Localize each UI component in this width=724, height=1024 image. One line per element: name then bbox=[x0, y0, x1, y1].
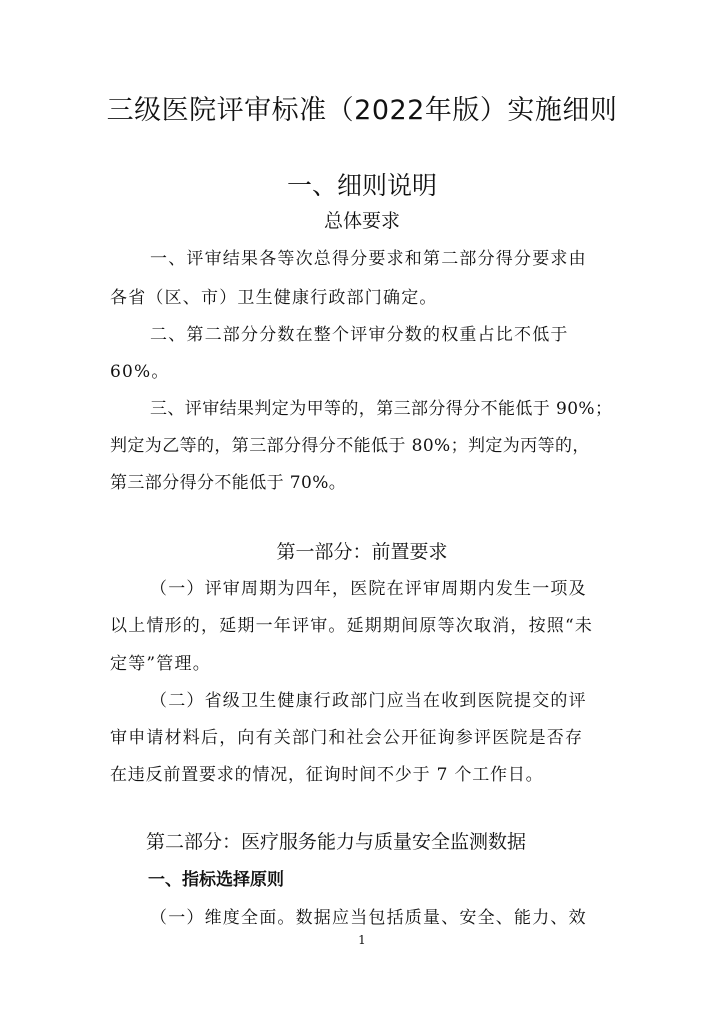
document-title: 三级医院评审标准（2022年版）实施细则 bbox=[106, 95, 618, 126]
paragraph-line: 各省（区、市）卫生健康行政部门确定。 bbox=[110, 288, 438, 308]
paragraph-line: 在违反前置要求的情况，征询时间不少于 7 个工作日。 bbox=[110, 765, 544, 785]
paragraph-line: 第三部分得分不能低于 70%。 bbox=[110, 473, 347, 493]
page-number: 1 bbox=[358, 933, 366, 947]
part2-heading: 第二部分：医疗服务能力与质量安全监测数据 bbox=[146, 831, 527, 853]
paragraph-line: （一）评审周期为四年，医院在评审周期内发生一项及 bbox=[150, 579, 587, 599]
paragraph-line: 以上情形的，延期一年评审。延期期间原等次取消，按照“未 bbox=[110, 616, 594, 636]
paragraph-line: 三、评审结果判定为甲等的，第三部分得分不能低于 90%； bbox=[150, 399, 613, 419]
part2-subheading: 一、指标选择原则 bbox=[148, 870, 284, 890]
paragraph-line: 判定为乙等的，第三部分得分不能低于 80%；判定为丙等的， bbox=[110, 436, 590, 456]
section-heading-detail-notes: 一、细则说明 bbox=[286, 171, 437, 200]
paragraph-line: 60%。 bbox=[110, 362, 170, 382]
general-requirements-heading: 总体要求 bbox=[323, 210, 400, 232]
paragraph-line: （一）维度全面。数据应当包括质量、安全、能力、效 bbox=[150, 908, 587, 928]
paragraph-line: 定等”管理。 bbox=[110, 654, 211, 674]
paragraph-line: 二、第二部分分数在整个评审分数的权重占比不低于 bbox=[150, 325, 569, 345]
paragraph-line: 审申请材料后，向有关部门和社会公开征询参评医院是否存 bbox=[110, 728, 584, 748]
paragraph-line: 一、评审结果各等次总得分要求和第二部分得分要求由 bbox=[150, 249, 587, 269]
part1-heading: 第一部分：前置要求 bbox=[276, 541, 448, 563]
paragraph-line: （二）省级卫生健康行政部门应当在收到医院提交的评 bbox=[150, 691, 587, 711]
